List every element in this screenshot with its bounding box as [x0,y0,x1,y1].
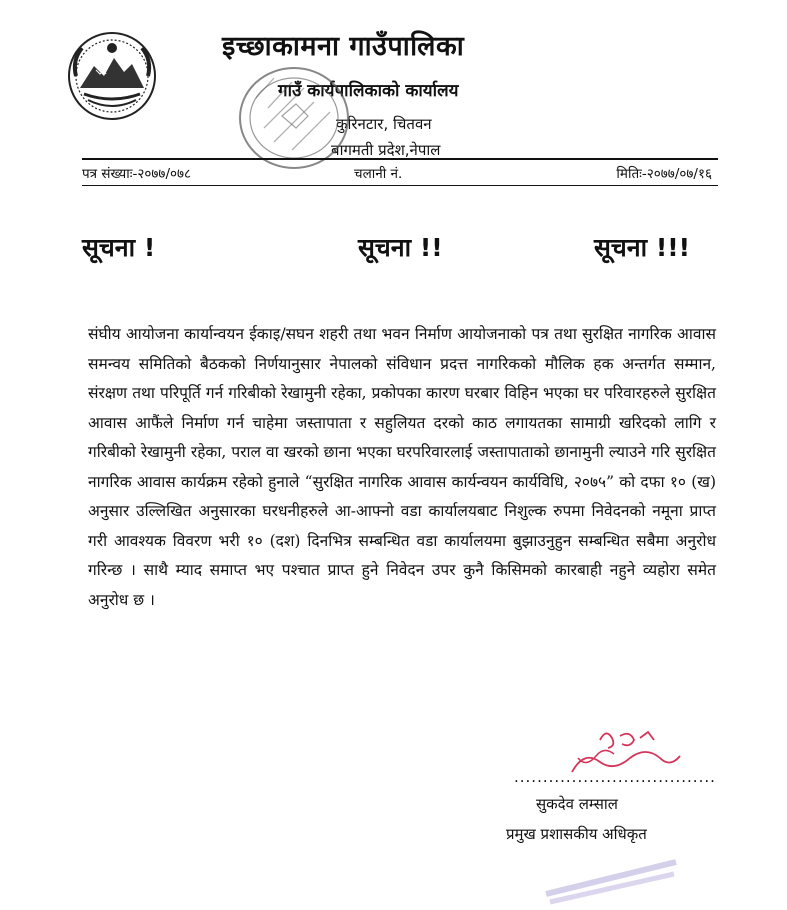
dispatch-number: चलानी नं. [354,166,403,182]
signature-block [500,728,740,904]
notice-heading-2: सूचना !! [358,233,443,262]
letter-date: मितिः-२०७७/०७/१६ [616,166,712,182]
office-subtitle: गाउँ कार्यपालिकाको कार्यालय [278,81,459,101]
reference-bar [82,158,718,186]
office-name: इच्छाकामना गाउँपालिका [222,31,465,62]
notice-body: संघीय आयोजना कार्यान्वयन ईकाइ/सघन शहरी तथा भवन निर्माण आयोजनाको पत्र तथा सुरक्षित नागरिक आवास समन्वय समितिको बैठकको निर्णयानुसार नेपालको संविधान प्रदत्त नागरिकको मौलिक हक अन्तर्गत सम्मान, संरक्षण तथा परिपूर्ति गर्न गरिबीको रेखामुनी रहेका, प्रकोपका कारण घरबार विहिन भएका घर परिवारहरुले सुरक्षित आवास आफैंले निर्माण गर्न चाहेमा जस्तापाता र सहुलियत दरको काठ लगायतका सामाग्री खरिदको लागि र गरिबीको रेखामुनी रहेका, पराल वा खरको छाना भएका घरपरिवारलाई जस्तापाताको छानामुनी ल्याउने गरि सुरक्षित नागरिक आवास कार्यक्रम रहेको हुनाले “सुरक्षित नागरिक आवास कार्यन्वयन कार्यविधि, २०७५” को दफा १० (ख) अनुसार उल्लिखित अनुसारका घरधनीहरुले आ-आफ्नो वडा कार्यालयबाट निशुल्क रुपमा निवेदनको नमूना प्राप्त गरी आवश्यक विवरण भरी १० (दश) दिनभित्र सम्बन्धित वडा कार्यालयमा बुझाउनुहुन सम्बन्धित सबैमा अनुरोध गरिन्छ । साथै म्याद समाप्त भए पश्चात प्राप्त हुने निवेदन उपर कुनै किसिमको कारबाही नहुने व्यहोरा समेत अनुरोध छ । [88,325,716,609]
signature-line: ................................... [514,768,716,786]
signer-name: सुकदेव लम्साल [536,795,618,813]
nepal-emblem-icon [66,30,158,122]
notice-heading-1: सूचना ! [82,233,156,262]
letter-number: पत्र संख्याः-२०७७/०७८ [82,166,192,182]
address-line-2: बागमती प्रदेश,नेपाल [331,141,441,159]
designation-stamp-icon [526,848,686,906]
notice-heading-3: सूचना !!! [594,233,691,262]
address-line-1: कुरिनटार, चितवन [336,115,432,133]
signer-title: प्रमुख प्रशासकीय अधिकृत [506,825,647,843]
office-round-stamp-icon [234,58,362,174]
